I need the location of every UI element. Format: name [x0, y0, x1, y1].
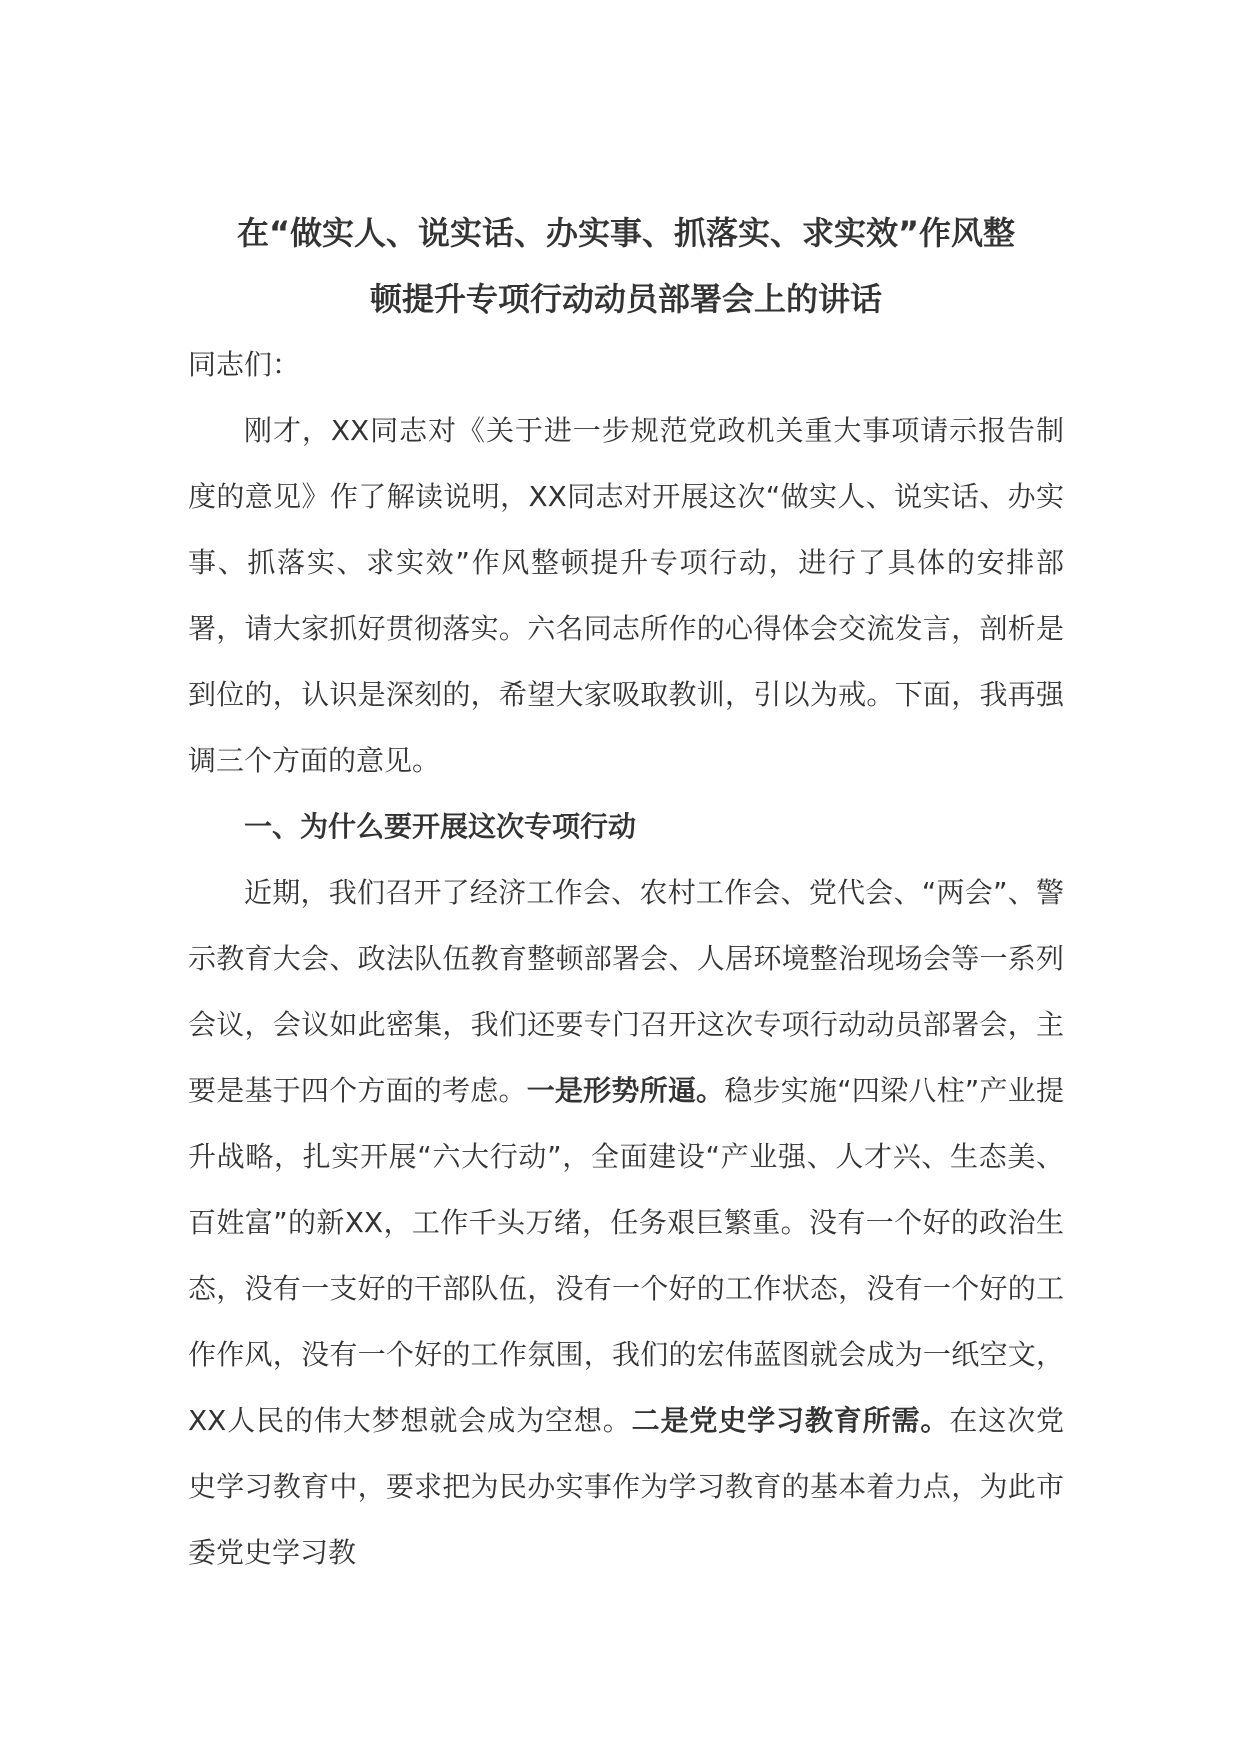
document-body [188, 200, 1064, 1586]
paragraph-text: 近期，我们召开了经济工作会、农村工作会、党代会、“两会”、警示教育大会、政法队伍教育整顿部署会、人居环境整治现场会等一系列会议，会议如此密集，我们还要专门召开这次专项行动动员部署会，主要是基于四个方面的考虑。 [188, 876, 1064, 1107]
paragraph-text: 在这次党史学习教育中，要求把为民办实事作为学习教育的基本着力点，为此市委党史学习教 [188, 1404, 1064, 1569]
paragraph-text: 稳步实施“四梁八柱”产业提升战略，扎实开展“六大行动”，全面建设“产业强、人才兴、生态美、百姓富”的新XX，工作千头万绪，任务艰巨繁重。没有一个好的政治生态，没有一支好的干部队伍，没有一个好的工作状态，没有一个好的工作作风，没有一个好的工作氛围，我们的宏伟蓝图就会成为一纸空文，XX人民的伟大梦想就会成为空想。 [188, 1074, 1064, 1437]
paragraph-intro: 刚才，XX同志对《关于进一步规范党政机关重大事项请示报告制度的意见》作了解读说明，XX同志对开展这次“做实人、说实话、办实事、抓落实、求实效”作风整顿提升专项行动，进行了具体的安排部署，请大家抓好贯彻落实。六名同志所作的心得体会交流发言，剖析是到位的，认识是深刻的，希望大家吸取教训，引以为戒。下面，我再强调三个方面的意见。 [188, 414, 1064, 777]
title-line-2: 顿提升专项行动动员部署会上的讲话 [369, 280, 882, 318]
emphasis-point-1: 一是形势所逼。 [526, 1074, 725, 1107]
document-title [188, 200, 1064, 332]
salutation: 同志们： [188, 348, 301, 381]
title-line-1: 在“做实人、说实话、办实事、抓落实、求实效”作风整 [236, 214, 1016, 252]
emphasis-point-2: 二是党史学习教育所需。 [631, 1404, 950, 1437]
section-heading-1: 一、为什么要开展这次专项行动 [244, 810, 637, 843]
paragraph-section-1 [188, 860, 1064, 1586]
